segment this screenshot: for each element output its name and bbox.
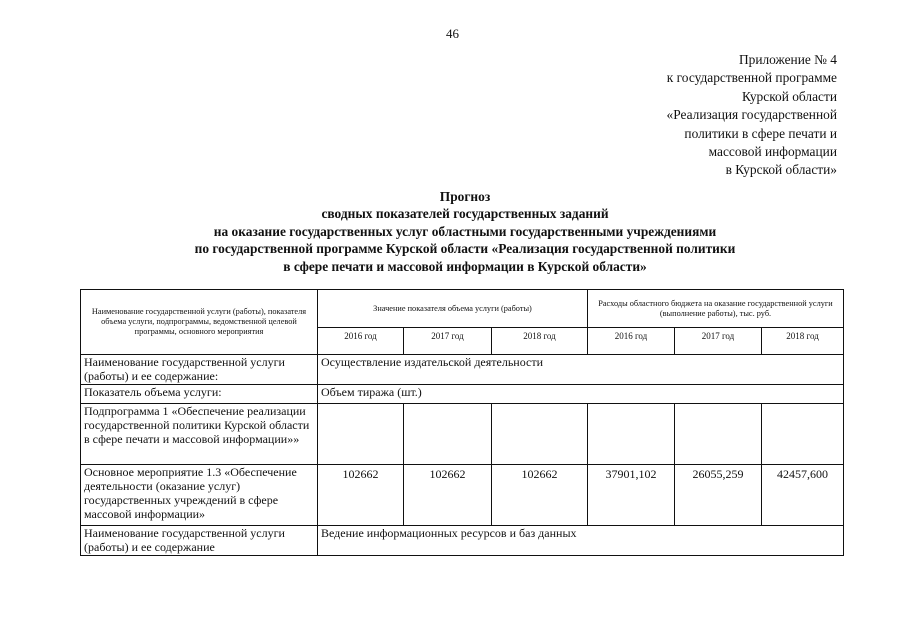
appendix-line: «Реализация государственной xyxy=(666,107,837,123)
row-label: Наименование государственной услуги (работы) и ее содержание: xyxy=(81,355,318,385)
value-cell xyxy=(404,404,492,465)
table-row xyxy=(81,404,844,465)
value-cell: 42457,600 xyxy=(762,465,844,526)
header-expenses-cell: Расходы областного бюджета на оказание государственной услуги (выполнение работы), тыс. руб. xyxy=(588,290,844,328)
appendix-line: к государственной программе xyxy=(666,70,837,86)
document-title xyxy=(70,188,860,275)
year-cell: 2017 год xyxy=(675,328,762,355)
indicators-table xyxy=(80,289,844,556)
row-label: Показатель объема услуги: xyxy=(81,385,318,404)
header-name-cell: Наименование государственной услуги (работы), показателя объема услуги, подпрограммы, ведомственной целевой программы, основного мероприятия xyxy=(81,290,318,355)
title-line: в сфере печати и массовой информации в Курской области» xyxy=(283,258,647,274)
header-value-cell: Значение показателя объема услуги (работы) xyxy=(318,290,588,328)
value-cell xyxy=(675,404,762,465)
year-cell: 2018 год xyxy=(492,328,588,355)
year-cell: 2017 год xyxy=(404,328,492,355)
value-cell xyxy=(762,404,844,465)
header-row xyxy=(81,290,844,328)
appendix-line: Курской области xyxy=(741,88,837,104)
year-cell: 2016 год xyxy=(588,328,675,355)
table-row xyxy=(81,526,844,556)
row-label: Подпрограмма 1 «Обеспечение реализации государственной политики Курской области в сфере печати и массовой информации»» xyxy=(81,404,318,465)
appendix-note xyxy=(667,51,838,180)
table-row xyxy=(81,465,844,526)
title-line: на оказание государственных услуг областными государственными учреждениями xyxy=(213,223,717,239)
value-cell xyxy=(588,404,675,465)
value-cell: 37901,102 xyxy=(588,465,675,526)
appendix-line: политики в сфере печати и xyxy=(684,125,837,141)
title-line: Прогноз xyxy=(439,189,491,204)
row-span-value: Осуществление издательской деятельности xyxy=(318,355,844,385)
table-row xyxy=(81,385,844,404)
table-row xyxy=(81,355,844,385)
value-cell: 102662 xyxy=(492,465,588,526)
page-number: 46 xyxy=(446,26,459,41)
row-span-value: Объем тиража (шт.) xyxy=(318,385,844,404)
appendix-line: в Курской области» xyxy=(725,162,837,178)
row-label: Основное мероприятие 1.3 «Обеспечение деятельности (оказание услуг) государственных учреждений в сфере массовой информации» xyxy=(81,465,318,526)
value-cell xyxy=(492,404,588,465)
row-span-value: Ведение информационных ресурсов и баз данных xyxy=(318,526,844,556)
appendix-line: массовой информации xyxy=(708,144,837,160)
title-line: по государственной программе Курской области «Реализация государственной политики xyxy=(194,241,736,257)
value-cell: 26055,259 xyxy=(675,465,762,526)
value-cell: 102662 xyxy=(404,465,492,526)
year-cell: 2016 год xyxy=(318,328,404,355)
row-label: Наименование государственной услуги (работы) и ее содержание xyxy=(81,526,318,556)
appendix-line: Приложение № 4 xyxy=(738,52,837,67)
value-cell: 102662 xyxy=(318,465,404,526)
year-cell: 2018 год xyxy=(762,328,844,355)
value-cell xyxy=(318,404,404,465)
title-line: сводных показателей государственных заданий xyxy=(321,206,609,222)
